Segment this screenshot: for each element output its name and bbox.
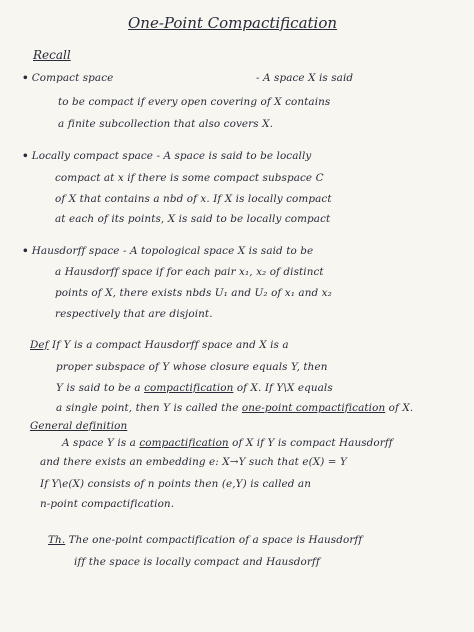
def-line-1: Def If Y is a compact Hausdorff space and X is a: [30, 339, 289, 351]
bullet: •: [22, 150, 29, 162]
compact-line-1b: - A space X is said: [256, 72, 354, 84]
one-point-term: one-point compactification: [241, 402, 386, 414]
general-line-3: If Y\e(X) consists of n points then (e,Y) is called an: [40, 478, 312, 490]
locally-line-1: • Locally compact space - A space is said to be locally: [22, 150, 312, 162]
page-title: One-Point Compactification: [128, 14, 338, 32]
general-heading: General definition: [30, 420, 128, 432]
hausdorff-line-2: a Hausdorff space if for each pair x₁, x₂ of distinct: [55, 266, 324, 278]
recall-heading: Recall: [33, 48, 71, 62]
bullet: •: [22, 245, 29, 257]
theorem-line-1: Th. The one-point compactification of a space is Hausdorff: [48, 534, 363, 546]
def-label: Def: [30, 339, 49, 351]
compact-line-2: to be compact if every open covering of X contains: [58, 96, 331, 108]
compact-line-1: [22, 72, 113, 85]
locally-line-3: of X that contains a nbd of x. If X is locally compact: [55, 193, 332, 205]
theorem-label: Th.: [48, 534, 66, 546]
hausdorff-line-3: points of X, there exists nbds U₁ and U₂ of x₁ and x₂: [55, 287, 332, 299]
general-line-2: and there exists an embedding e: X→Y such that e(X) = Y: [40, 456, 347, 468]
theorem-line-2: iff the space is locally compact and Hausdorff: [74, 556, 320, 568]
compactification-term-2: compactification: [139, 437, 229, 449]
hausdorff-line-1: • Hausdorff space - A topological space X is said to be: [22, 245, 314, 257]
compact-line-3: a finite subcollection that also covers X.: [58, 118, 273, 130]
general-line-4: n-point compactification.: [40, 498, 175, 510]
bullet: •: [22, 72, 29, 84]
locally-line-4: at each of its points, X is said to be locally compact: [55, 213, 331, 225]
locally-line-2: compact at x if there is some compact subspace C: [55, 172, 324, 184]
def-line-4: a single point, then Y is called the one-point compactification of X.: [56, 402, 414, 414]
hausdorff-line-4: respectively that are disjoint.: [55, 308, 213, 320]
compactification-term: compactification: [144, 382, 234, 394]
def-line-3: Y is said to be a compactification of X. If Y\X equals: [56, 382, 333, 394]
general-line-1: A space Y is a compactification of X if Y is compact Hausdorff: [62, 437, 393, 449]
def-line-2: proper subspace of Y whose closure equals Y, then: [56, 361, 328, 373]
compact-term: Compact space: [31, 72, 114, 84]
